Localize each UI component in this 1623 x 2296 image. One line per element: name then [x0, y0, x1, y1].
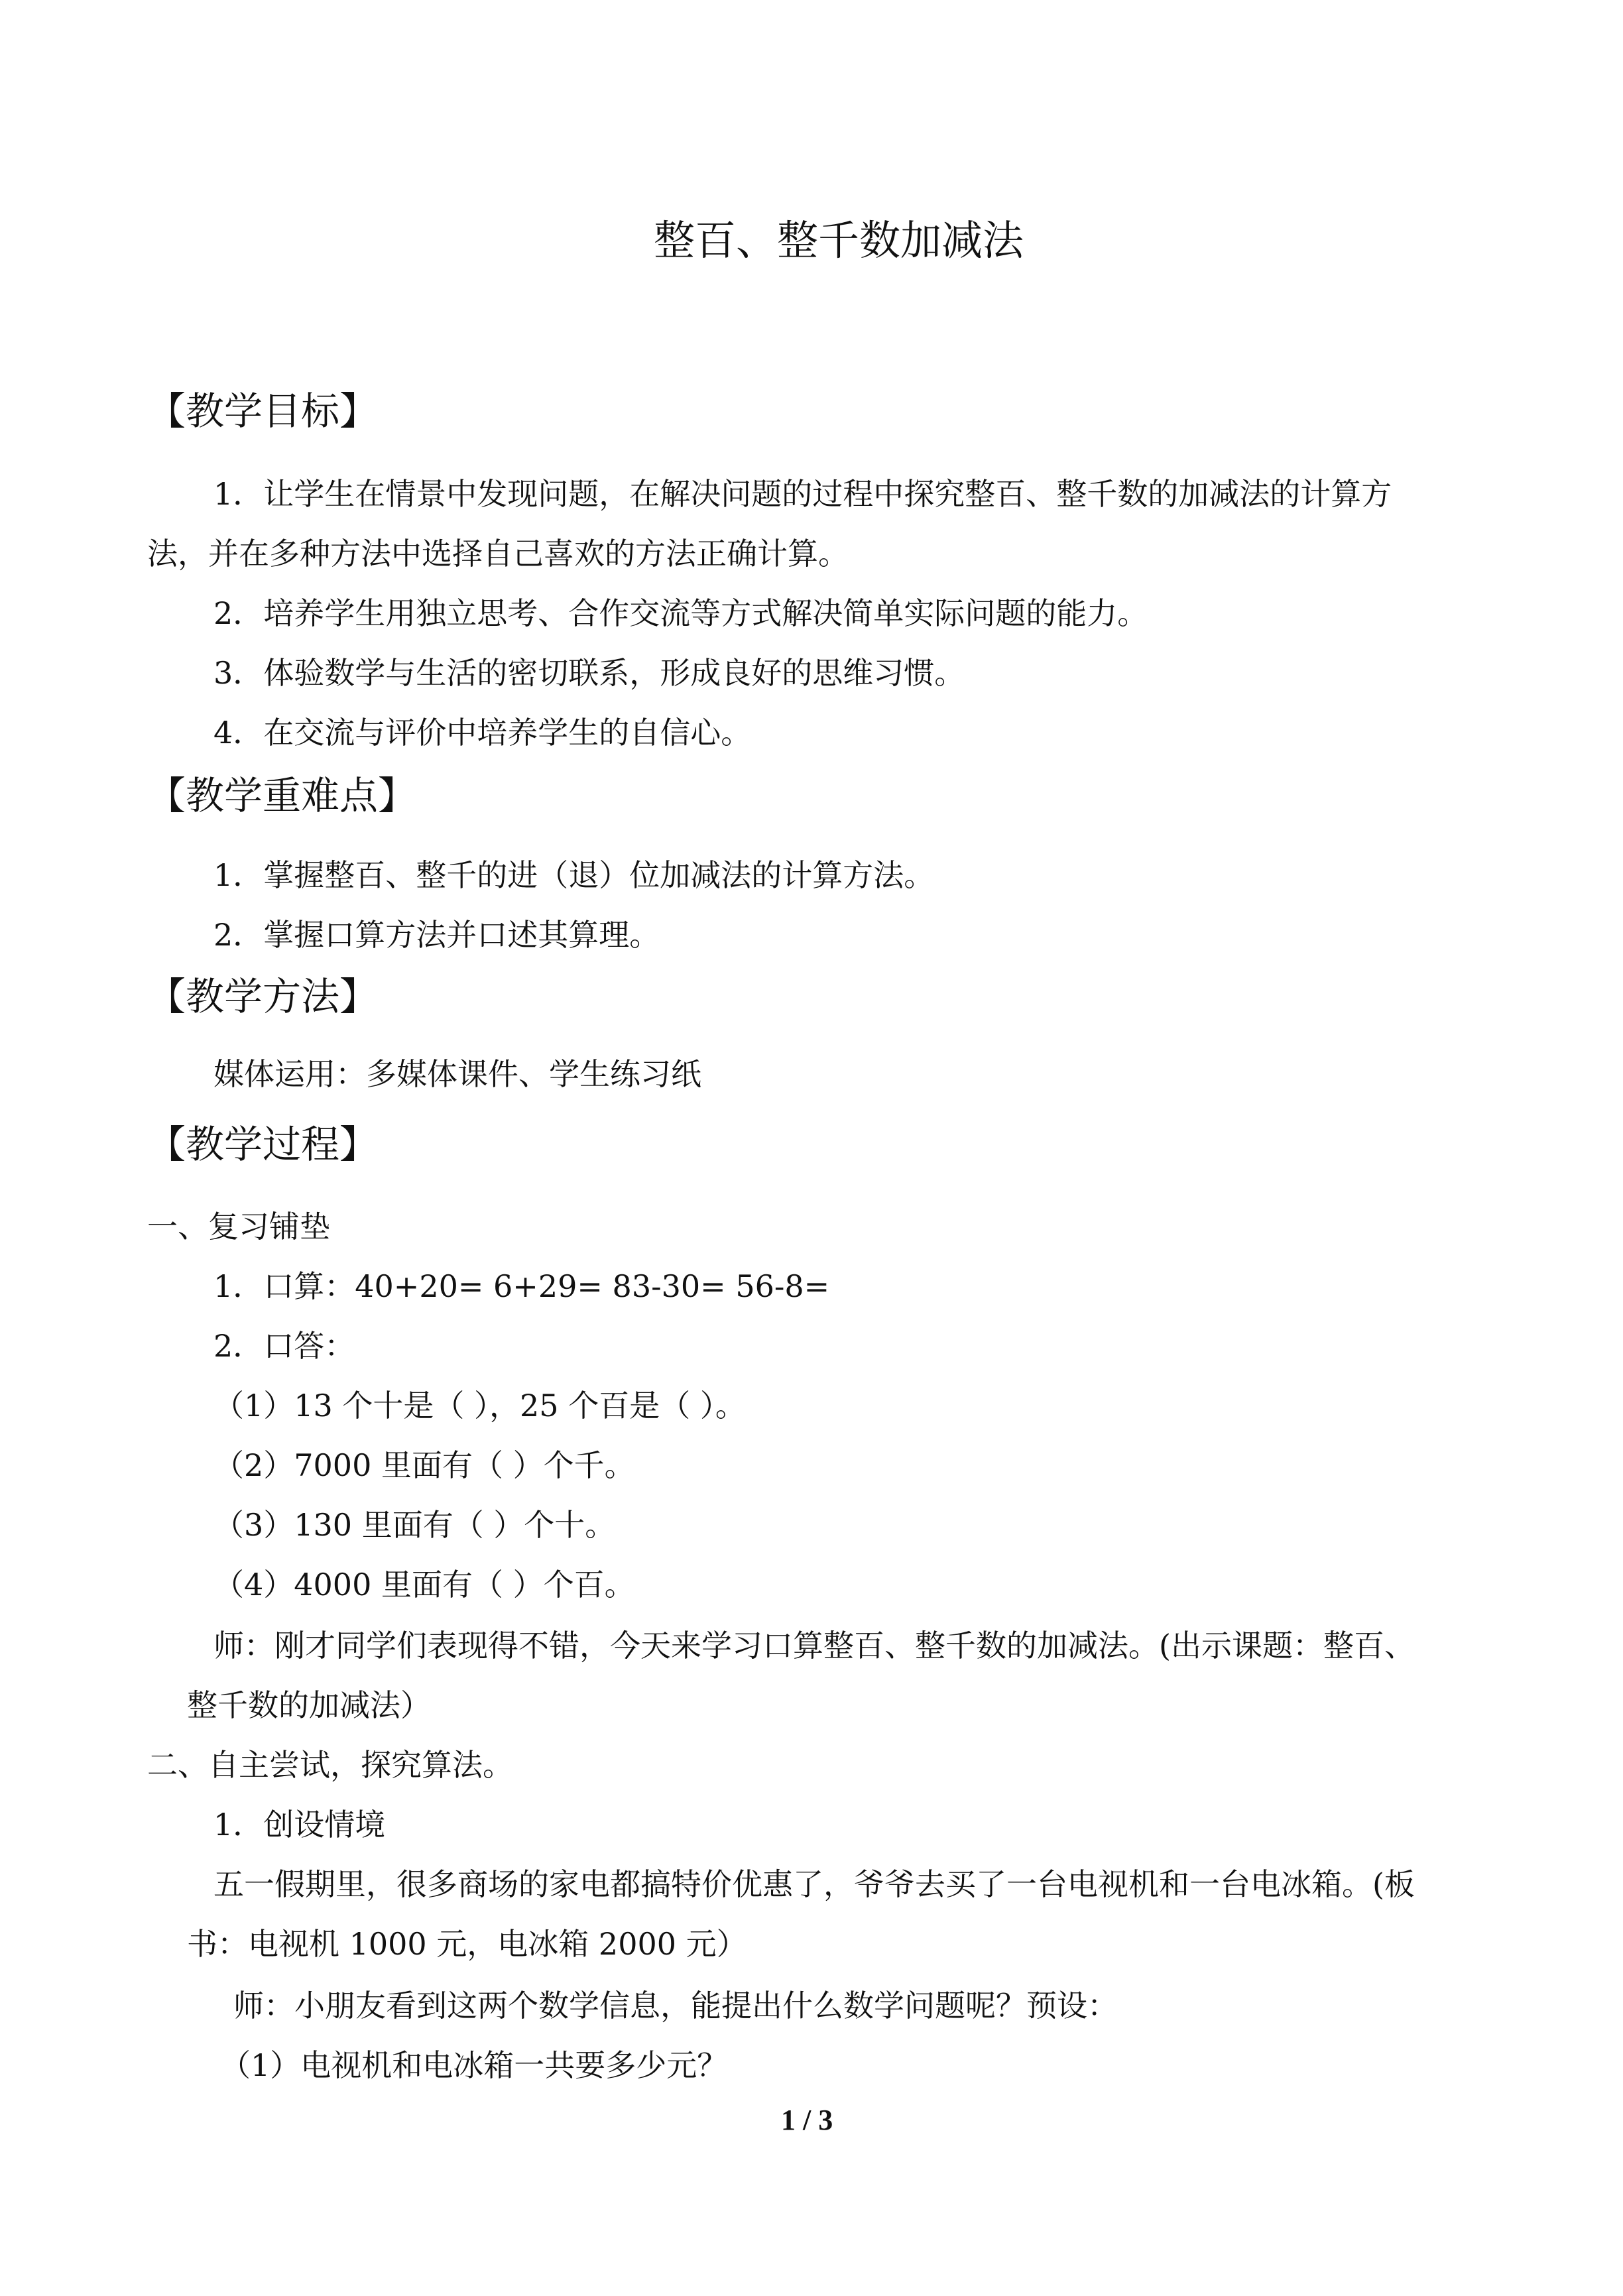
page-title: 整百、整千数加减法 [654, 216, 1024, 265]
process-line: 整千数的加减法） [187, 1687, 431, 1723]
process-line: （3）130 里面有（ ）个十。 [213, 1507, 616, 1543]
process-line: 1．创设情境 [213, 1807, 386, 1843]
goal-line-3: 3．体验数学与生活的密切联系，形成良好的思维习惯。 [213, 655, 965, 691]
keypoint-line-2: 2．掌握口算方法并口述其算理。 [213, 917, 660, 953]
section-heading-methods: 【教学方法】 [147, 974, 379, 1019]
goal-line-1: 1．让学生在情景中发现问题，在解决问题的过程中探究整百、整千数的加减法的计算方 [213, 476, 1392, 512]
process-line: 师：刚才同学们表现得不错，今天来学习口算整百、整千数的加减法。(出示课题：整百、 [213, 1628, 1415, 1663]
process-line: 1．口算：40+20= 6+29= 83-30= 56-8= [213, 1268, 830, 1304]
process-line: （2）7000 里面有（ ）个千。 [213, 1447, 635, 1483]
page-number: 1 / 3 [781, 2104, 833, 2136]
process-line: 五一假期里，很多商场的家电都搞特价优惠了，爷爷去买了一台电视机和一台电冰箱。(板 [213, 1866, 1415, 1902]
process-line: 2．口答： [213, 1328, 355, 1364]
process-line: （4）4000 里面有（ ）个百。 [213, 1567, 635, 1602]
goal-line-4: 4．在交流与评价中培养学生的自信心。 [213, 715, 752, 751]
process-line: （1）13 个十是（ ），25 个百是（ ）。 [213, 1388, 746, 1423]
keypoint-line-1: 1．掌握整百、整千的进（退）位加减法的计算方法。 [213, 857, 935, 893]
method-line-1: 媒体运用：多媒体课件、学生练习纸 [213, 1056, 701, 1092]
process-line: 一、复习铺垫 [147, 1209, 330, 1244]
goal-line-2: 2．培养学生用独立思考、合作交流等方式解决简单实际问题的能力。 [213, 595, 1148, 631]
process-line: 二、自主尝试，探究算法。 [147, 1747, 513, 1783]
section-heading-keypoints: 【教学重难点】 [147, 773, 417, 818]
process-line: 书：电视机 1000 元，电冰箱 2000 元） [187, 1926, 747, 1962]
section-heading-process: 【教学过程】 [147, 1122, 379, 1167]
process-line: 师：小朋友看到这两个数学信息，能提出什么数学问题呢？预设： [233, 1988, 1118, 2024]
process-line: （1）电视机和电冰箱一共要多少元？ [220, 2047, 728, 2083]
section-heading-goals: 【教学目标】 [147, 389, 379, 434]
goal-line-1-cont: 法，并在多种方法中选择自己喜欢的方法正确计算。 [147, 536, 849, 572]
